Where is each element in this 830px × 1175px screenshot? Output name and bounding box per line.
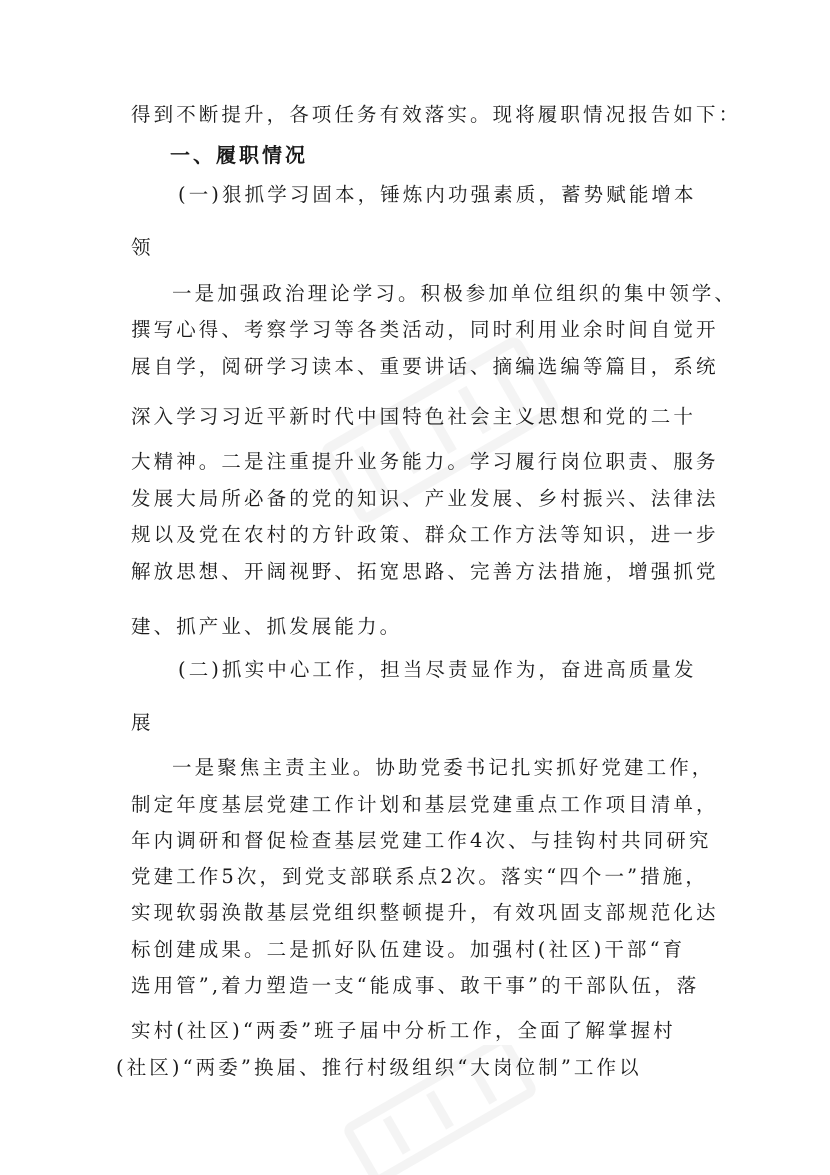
body-line: 展自学，阅研学习读本、重要讲话、摘编选编等篇目，系统 <box>131 355 719 378</box>
section-heading: 一、履职情况 <box>170 143 308 167</box>
body-line: 得到不断提升，各项任务有效落实。现将履职情况报告如下： <box>131 103 742 126</box>
body-line: 党建工作5次，到党支部联系点2次。落实“四个一”措施， <box>131 865 708 888</box>
subsection-heading: (一)狠抓学习固本，锤炼内功强素质，蓄势赋能增本 <box>178 183 697 206</box>
body-line: 建、抓产业、抓发展能力。 <box>131 615 403 638</box>
body-line: (社区)“两委”换届、推行村级组织“大岗位制”工作以 <box>116 1056 642 1079</box>
subsection-heading: (二)抓实中心工作，担当尽责显作为，奋进高质量发 <box>178 658 697 681</box>
body-line: 一是加强政治理论学习。积极参加单位组织的集中领学、 <box>172 282 738 305</box>
body-line: 大精神。二是注重提升业务能力。学习履行岗位职责、服务 <box>131 450 719 473</box>
body-line: 标创建成果。二是抓好队伍建设。加强村(社区)干部“育 <box>131 938 686 961</box>
body-line: 选用管”,着力塑造一支“能成事、敢干事”的干部队伍，落 <box>131 974 700 997</box>
body-line: 深入学习习近平新时代中国特色社会主义思想和党的二十 <box>131 405 697 428</box>
body-line: 实村(社区)“两委”班子届中分析工作，全面了解掌握村 <box>131 1019 676 1042</box>
subsection-heading-cont: 展 <box>131 711 154 734</box>
subsection-heading-cont: 领 <box>131 236 154 259</box>
body-line: 一是聚焦主责主业。协助党委书记扎实抓好党建工作， <box>172 756 715 779</box>
body-line: 撰写心得、考察学习等各类活动，同时利用业余时间自觉开 <box>131 318 719 341</box>
body-line: 发展大局所必备的党的知识、产业发展、乡村振兴、法律法 <box>131 487 719 510</box>
body-line: 规以及党在农村的方针政策、群众工作方法等知识，进一步 <box>131 523 719 546</box>
body-line: 制定年度基层党建工作计划和基层党建重点工作项目清单， <box>131 793 719 816</box>
body-line: 解放思想、开阔视野、拓宽思路、完善方法措施，增强抓党 <box>131 560 719 583</box>
body-line: 年内调研和督促检查基层党建工作4次、与挂钩村共同研究 <box>131 829 712 852</box>
body-line: 实现软弱涣散基层党组织整顿提升，有效巩固支部规范化达 <box>131 901 719 924</box>
